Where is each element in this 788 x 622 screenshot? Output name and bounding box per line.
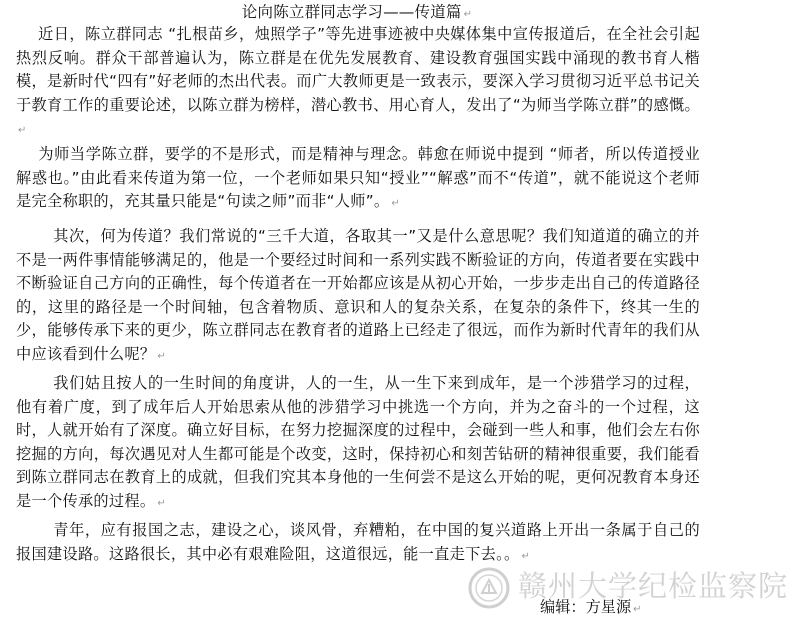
return-arrow-icon: ↵ <box>463 9 473 20</box>
paragraph-text: 为师当学陈立群，要学的不是形式，而是精神与理念。韩愈在师说中提到 “师者，所以传道授业解惑也。”由此看来传道为第一位，一个老师如果只知“授业”“解惑”而不“传道”，就不能说这个老师是完全称职的，充其量只能是“句读之师”而非“人师”。 <box>16 145 700 211</box>
paragraph-1 <box>16 23 700 143</box>
editor-line <box>540 596 642 621</box>
paragraph-text: 近日，陈立群同志 “扎根苗乡，烛照学子”等先进事迹被中央媒体集中宣传报道后，在全社会引起热烈反响。群众干部普遍认为，陈立群是在优先发展教育、建设教育强国实践中涌现的教书育人楷模，是新时代“四有”好老师的杰出代表。而广大教师更是一致表示，要深入学习贯彻习近平总书记关于教育工作的重要论述，以陈立群为榜样，潜心教书、用心育人，发出了“为师当学陈立群”的感慨。 <box>16 25 700 114</box>
paragraph-5 <box>16 519 700 568</box>
return-arrow-icon: ↵ <box>18 125 27 137</box>
return-arrow-icon: ↵ <box>391 198 401 210</box>
return-arrow-icon: ↵ <box>521 550 531 562</box>
watermark-text: 赣州大学纪检监察院 <box>518 569 788 603</box>
return-arrow-icon: ↵ <box>157 350 167 362</box>
paragraph-text: 其次，何为传道？我们常说的“三千大道，各取其一”又是什么意思呢？我们知道道的确立的并不是一两件事情能够满足的，他是一个要经过时间和一系列实践不断验证的方向，传道者要在实践中不断验证自己方向的正确性，每个传道者在一开始都应该是从初心开始，一步步走出自己的传道路径的，这里的路径是一个时间轴，包含着物质、意识和人的复杂关系，在复杂的条件下，终其一生的少，能够传承下来的更少，陈立群同志在教育者的道路上已经走了很远，而作为新时代青年的我们从中应该看到什么呢？ <box>16 227 700 363</box>
editor-text: 编辑：方星源 <box>540 598 632 616</box>
paragraph-4 <box>16 372 700 516</box>
paragraph-text: 我们姑且按人的一生时间的角度讲，人的一生，从一生下来到成年，是一个涉猎学习的过程，他有着广度，到了成年后人开始思索从他的涉猎学习中挑选一个方向，并为之奋斗的一个过程，这时，人就开始有了深度。确立好目标，在努力挖掘深度的过程中，会碰到一些人和事，他们会左右你挖掘的方向，每次遇见对人生都可能是个改变，这时，保持初心和刻苦钻研的精神很重要，我们能看到陈立群同志在教育上的成就，但我们究其本身他的一生何尝不是这么开始的呢，更何况教育本身还是一个传承的过程。 <box>16 374 700 510</box>
paragraph-2 <box>16 143 700 216</box>
title-text: 论向陈立群同志学习——传道篇 <box>241 3 462 21</box>
university-seal-icon <box>466 566 512 610</box>
return-arrow-icon: ↵ <box>633 604 642 615</box>
return-arrow-icon: ↵ <box>157 497 167 509</box>
document-title <box>0 2 714 25</box>
paragraph-text: 青年，应有报国之志，建设之心，谈风骨，弃糟粕，在中国的复兴道路上开出一条属于自己的报国建设路。这路很长，其中必有艰难险阻，这道很远，能一直走下去。。 <box>16 521 700 563</box>
paragraph-3 <box>16 225 700 369</box>
